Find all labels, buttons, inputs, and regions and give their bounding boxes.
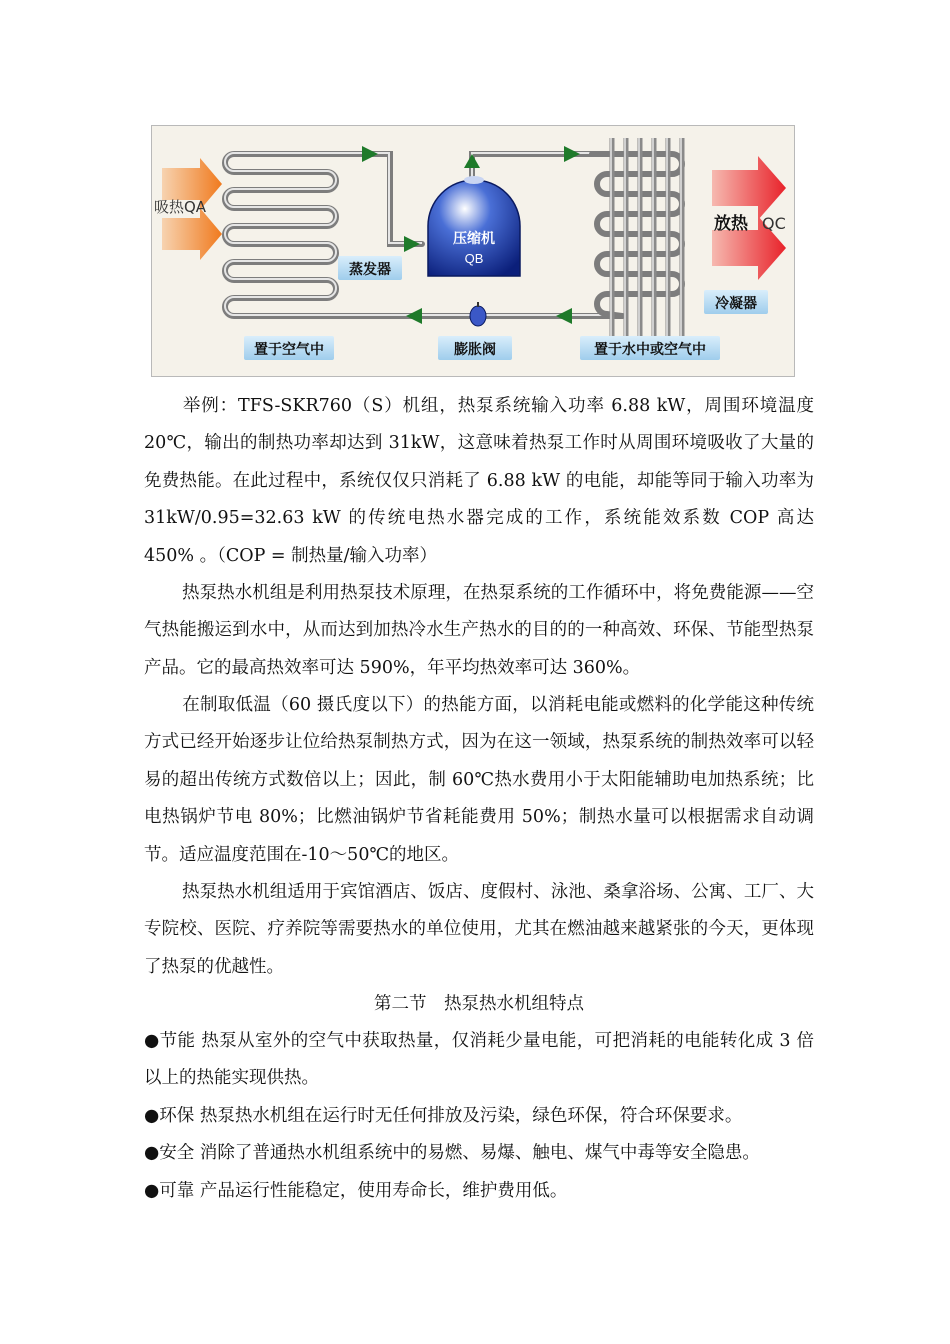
heat-pump-diagram (151, 125, 795, 377)
paragraph-efficiency-text: 在制取低温（60 摄氏度以下）的热能方面，以消耗电能或燃料的化学能这种传统方式已经开始逐步让位给热泵制热方式，因为在这一领域，热泵系统的制热效率可以轻易的超出传统方式数倍以上；因此，制 60℃热水费用小于太阳能辅助电加热系统；比电热锅炉节电 80%；比燃油锅炉节省耗能费用 50%；制热水量可以根据需求自动调节。适应温度范围在-10～50℃的地区。 (144, 695, 814, 865)
valve-label-box (438, 336, 512, 360)
paragraph-example (144, 388, 814, 575)
evaporator-coil-highlight (225, 153, 622, 315)
evaporator-label: 蒸发器 (349, 262, 391, 278)
paragraph-principle-text: 热泵热水机组是利用热泵技术原理，在热泵系统的工作循环中，将免费能源——空气热能搬运到水中，从而达到加热冷水生产热水的目的的一种高效、环保、节能型热泵产品。它的最高热效率可达 590%，年平均热效率可达 360%。 (144, 583, 814, 678)
flow-arrow (406, 308, 422, 324)
flow-arrow (564, 146, 580, 162)
bullet-safety-text: ●安全 消除了普通热水机组系统中的易燃、易爆、触电、煤气中毒等安全隐患。 (144, 1143, 760, 1163)
flow-arrow (556, 308, 572, 324)
absorb-label: 吸热QA (154, 198, 207, 216)
in-air-label-box (244, 336, 334, 360)
in-water-label-box (580, 336, 720, 360)
section-heading: 第二节 热泵热水机组特点 (374, 994, 584, 1014)
bullet-safety (144, 1135, 824, 1172)
bullet-environmental (144, 1098, 814, 1135)
evaporator-label-box (338, 256, 402, 280)
release-arrow-top (712, 156, 786, 220)
release-sub-label: QC (762, 214, 786, 233)
compressor-sub-label: QB (464, 251, 484, 266)
paragraph-principle (144, 575, 814, 687)
release-label: 放热 (714, 214, 748, 234)
condenser-tubes (612, 138, 682, 338)
paragraph-applications (144, 874, 814, 986)
bullet-reliability (144, 1173, 814, 1210)
bullet-energy-saving (144, 1023, 814, 1098)
condenser-label: 冷凝器 (715, 296, 757, 312)
compressor (428, 176, 520, 276)
bullet-reliability-text: ●可靠 产品运行性能稳定，使用寿命长，维护费用低。 (144, 1181, 568, 1201)
expansion-valve (470, 302, 486, 326)
paragraph-example-text: 举例：TFS-SKR760（S）机组，热泵系统输入功率 6.88 kW，周围环境温度 20℃，输出的制热功率却达到 31kW，这意味着热泵工作时从周围环境吸收了大量的免费热能。在此过程中，系统仅仅只消耗了 6.88 kW 的电能，却能等同于输入功率为 31kW/0.95=32.63 kW 的传统电热水器完成的工作，系统能效系数 COP 高达 450% 。（COP = 制热量/输入功率） (144, 396, 814, 566)
in-water-label: 置于水中或空气中 (594, 342, 706, 358)
paragraph-applications-text: 热泵热水机组适用于宾馆酒店、饭店、度假村、泳池、桑拿浴场、公寓、工厂、大专院校、医院、疗养院等需要热水的单位使用，尤其在燃油越来越紧张的今天，更体现了热泵的优越性。 (144, 882, 814, 977)
heat-pump-diagram-svg (152, 126, 794, 376)
flow-arrow (362, 146, 378, 162)
bullet-environmental-text: ●环保 热泵热水机组在运行时无任何排放及污染，绿色环保，符合环保要求。 (144, 1106, 743, 1126)
in-air-label: 置于空气中 (254, 342, 324, 358)
compressor-label: 压缩机 (453, 231, 495, 247)
valve-label: 膨胀阀 (454, 342, 496, 358)
condenser-label-box (704, 290, 768, 314)
flow-arrow (404, 236, 420, 252)
paragraph-efficiency (144, 687, 814, 874)
evaporator-coil (225, 154, 622, 316)
bullet-energy-saving-text: ●节能 热泵从室外的空气中获取热量，仅消耗少量电能，可把消耗的电能转化成 3 倍以上的热能实现供热。 (144, 1031, 814, 1089)
